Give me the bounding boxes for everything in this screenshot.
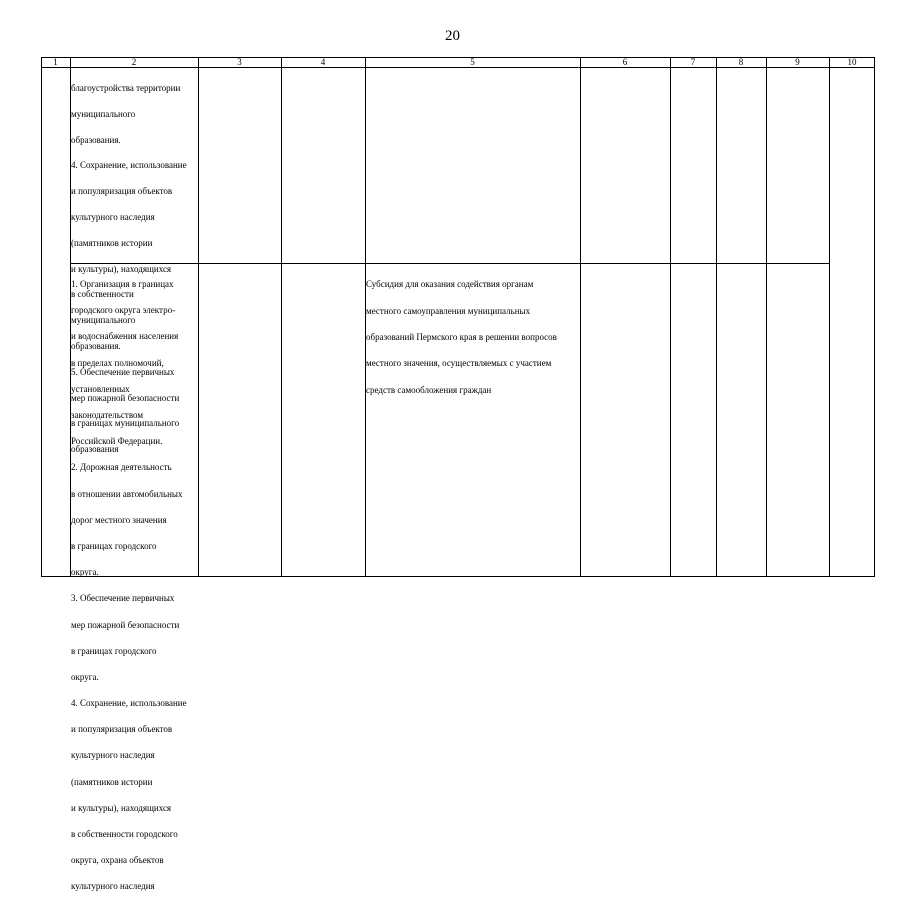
cell-text-line: городского округа электро-: [71, 305, 176, 316]
column-number: 6: [622, 57, 628, 67]
column-number: 10: [847, 57, 857, 67]
table-cell-col5: [366, 265, 580, 410]
column-divider: [716, 57, 717, 577]
column-divider: [670, 57, 671, 577]
cell-text-line: образования.: [71, 341, 121, 352]
page-number: 20: [445, 28, 460, 44]
column-divider: [580, 57, 581, 577]
column-number: 4: [320, 57, 326, 67]
cell-text-line: и культуры), находящихся: [71, 802, 172, 813]
cell-text-line: образования.: [71, 134, 121, 145]
table-cell-col2: [71, 265, 199, 907]
cell-text-line: дорог местного значения: [71, 514, 167, 525]
cell-text-line: мер пожарной безопасности: [71, 619, 180, 630]
cell-text-line: 4. Сохранение, использование: [71, 160, 187, 171]
cell-text-line: округа.: [71, 567, 99, 578]
column-number: 7: [690, 57, 696, 67]
column-divider: [829, 57, 830, 577]
column-number: 1: [53, 57, 58, 67]
cell-text-line: законодательством: [71, 410, 144, 421]
cell-text-line: 2. Дорожная деятельность: [71, 462, 172, 473]
cell-text-line: культурного наследия: [71, 750, 155, 761]
column-number: 8: [738, 57, 744, 67]
cell-text-line: в собственности городского: [71, 829, 178, 840]
cell-text-line: муниципального: [71, 315, 136, 326]
cell-text-line: Субсидия для оказания содействия органам: [366, 279, 534, 290]
cell-text-line: 4. Сохранение, использование: [71, 698, 187, 709]
cell-text-line: (памятников истории: [71, 237, 153, 248]
cell-text-line: округа.: [71, 671, 99, 682]
cell-text-line: 3. Обеспечение первичных: [71, 593, 175, 604]
cell-text-line: образования: [71, 444, 119, 455]
cell-text-line: установленных: [71, 383, 130, 394]
cell-text-line: и популяризация объектов: [71, 186, 173, 197]
column-divider: [281, 57, 282, 577]
cell-text-line: и популяризация объектов: [71, 724, 173, 735]
column-number: 3: [237, 57, 242, 67]
cell-text-line: местного значения, осуществляемых с участием: [366, 358, 552, 369]
column-divider: [766, 57, 767, 577]
cell-text-line: Российской Федерации.: [71, 436, 163, 447]
cell-text-line: в границах городского: [71, 540, 157, 551]
column-number: 2: [131, 57, 137, 67]
cell-text-line: в собственности: [71, 289, 134, 300]
cell-text-line: культурного наследия: [71, 211, 155, 222]
column-number: 5: [470, 57, 475, 67]
cell-text-line: 5. Обеспечение первичных: [71, 366, 175, 377]
cell-text-line: культурного наследия: [71, 881, 155, 892]
cell-text-line: местного самоуправления муниципальных: [366, 305, 531, 316]
cell-text-line: и культуры), находящихся: [71, 263, 172, 274]
cell-text-line: в границах городского: [71, 645, 157, 656]
cell-text-line: 1. Организация в границах: [71, 279, 174, 290]
cell-text-line: в границах муниципального: [71, 418, 180, 429]
cell-text-line: образований Пермского края в решении вопросов: [366, 332, 557, 343]
cell-text-line: в пределах полномочий,: [71, 357, 164, 368]
cell-text-line: средств самообложения граждан: [366, 384, 492, 395]
cell-text-line: (памятников истории: [71, 776, 153, 787]
cell-text-line: мер пожарной безопасности: [71, 392, 180, 403]
cell-text-line: и водоснабжения населения: [71, 331, 179, 342]
cell-text-line: в отношении автомобильных: [71, 488, 183, 499]
cell-text-line: округа, охрана объектов: [71, 855, 164, 866]
cell-text-line: благоустройства территории: [71, 82, 181, 93]
cell-text-line: муниципального: [71, 108, 136, 119]
column-number: 9: [795, 57, 800, 67]
